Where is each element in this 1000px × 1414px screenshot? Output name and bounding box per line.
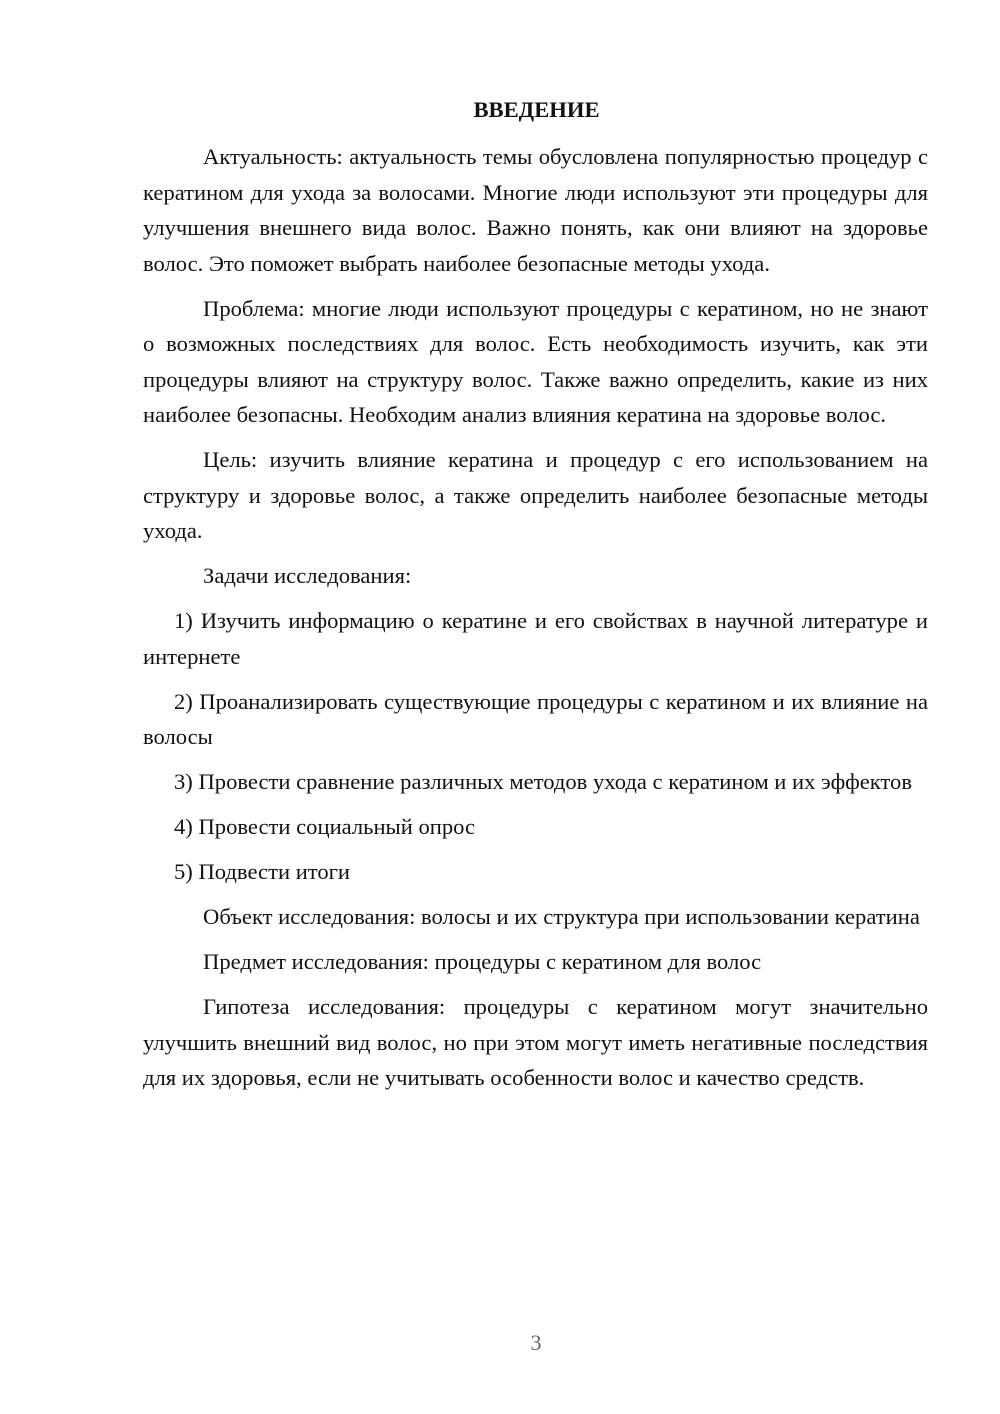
task-item-1: 1) Изучить информацию о кератине и его свойствах в научной литературе и интернете <box>143 608 928 669</box>
task-item-4: 4) Провести социальный опрос <box>174 814 476 839</box>
subject-paragraph: Предмет исследования: процедуры с кератином для волос <box>203 949 762 974</box>
tasks-heading: Задачи исследования: <box>203 563 412 588</box>
task-item-3: 3) Провести сравнение различных методов ухода с кератином и их эффектов <box>174 769 913 794</box>
hypothesis-paragraph: Гипотеза исследования: процедуры с кератином могут значительно улучшить внешний вид волос, но при этом могут иметь негативные последствия для их здоровья, если не учитывать особенности волос и качество средств. <box>143 994 928 1090</box>
relevance-paragraph: Актуальность: актуальность темы обусловлена популярностью процедур с кератином для ухода за волосами. Многие люди используют эти процедуры для улучшения внешнего вида волос. Важно понять, как они влияют на здоровье волос. Это поможет выбрать наиболее безопасные методы ухода. <box>143 144 928 276</box>
page-content <box>143 92 928 1105</box>
problem-paragraph: Проблема: многие люди используют процедуры с кератином, но не знают о возможных последствиях для волос. Есть необходимость изучить, как эти процедуры влияют на структуру волос. Также важно определить, какие из них наиболее безопасны. Необходим анализ влияния кератина на здоровье волос. <box>143 295 928 427</box>
object-paragraph: Объект исследования: волосы и их структура при использовании кератина <box>203 904 920 929</box>
task-item-2: 2) Проанализировать существующие процедуры с кератином и их влияние на волосы <box>143 688 928 749</box>
page-number: 3 <box>530 1330 542 1355</box>
page-title: ВВЕДЕНИЕ <box>473 97 600 122</box>
goal-paragraph: Цель: изучить влияние кератина и процедур с его использованием на структуру и здоровье волос, а также определить наиболее безопасные методы ухода. <box>143 447 928 543</box>
task-item-5: 5) Подвести итоги <box>174 859 351 884</box>
